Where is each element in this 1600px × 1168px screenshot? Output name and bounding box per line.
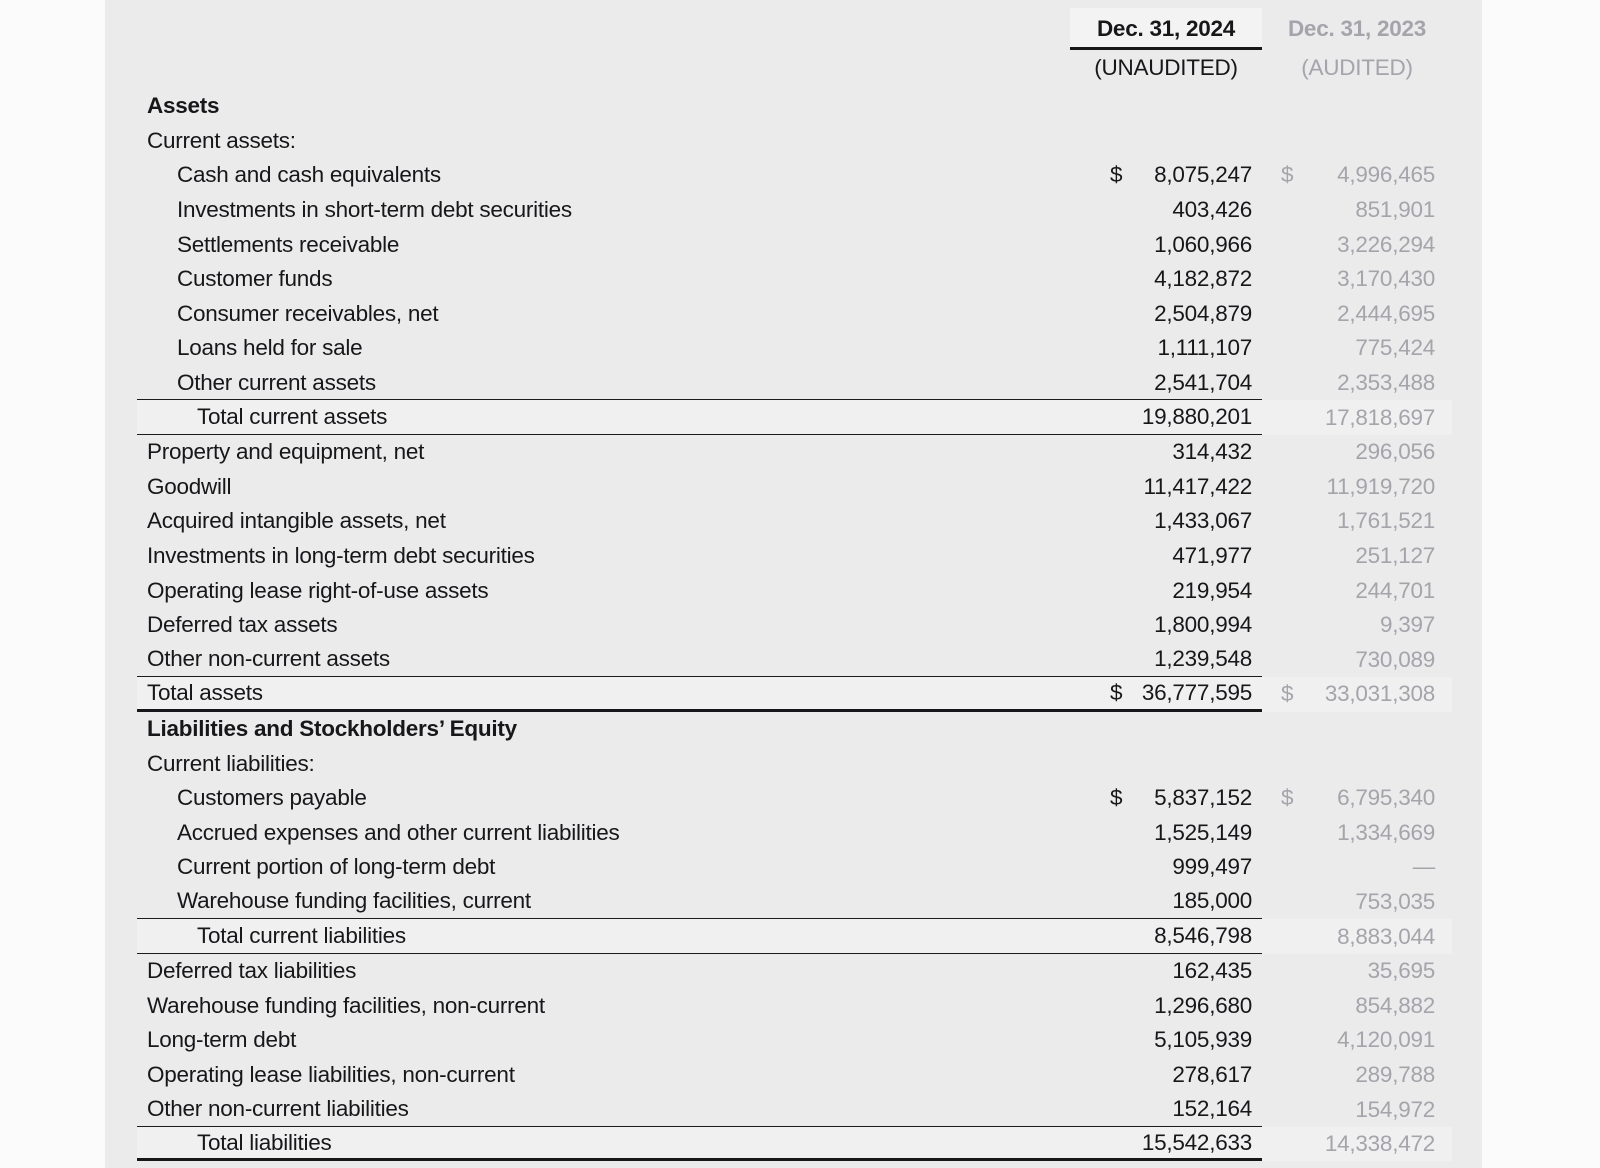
prior-year-region [1262,193,1452,228]
table-row [137,124,1452,159]
table-row [137,954,1452,989]
row-label: Consumer receivables, net [177,300,439,326]
row-label: Accrued expenses and other current liabilities [177,819,620,845]
row-label: Operating lease liabilities, non-current [147,1061,515,1087]
prior-year-region [1262,919,1452,954]
value-2023: 3,170,430 [1337,266,1435,292]
value-2024: 1,433,067 [1154,508,1252,534]
value-2023: 8,883,044 [1337,923,1435,949]
table-row [137,193,1452,228]
row-label: Warehouse funding facilities, current [177,888,531,914]
table-row [137,89,1452,124]
current-year-region [137,89,1262,124]
table-row [137,781,1452,816]
current-year-region [137,1092,1262,1127]
value-2023: 35,695 [1367,958,1435,984]
table-row [137,1127,1452,1162]
current-year-region [137,366,1262,401]
current-year-region [137,400,1262,435]
prior-year-region [1262,539,1452,574]
current-year-region [137,885,1262,920]
row-label: Other non-current liabilities [147,1096,409,1122]
table-row [137,158,1452,193]
table-row [137,331,1452,366]
prior-year-region [1262,885,1452,920]
current-year-region [137,158,1262,193]
prior-year-region [1262,124,1452,159]
table-row [137,1092,1452,1127]
table-body [105,86,1482,1161]
current-year-region [137,262,1262,297]
value-2023: 296,056 [1355,439,1435,465]
header-audit-status-2024: (UNAUDITED) [1094,55,1238,80]
prior-year-region [1262,954,1452,989]
value-2023: 3,226,294 [1337,231,1435,257]
value-2024: 1,525,149 [1154,819,1252,845]
current-year-region [137,193,1262,228]
value-2024: 5,105,939 [1154,1027,1252,1053]
prior-year-region [1262,850,1452,885]
prior-year-region [1262,400,1452,435]
current-year-region [137,504,1262,539]
prior-year-region [1262,643,1452,678]
current-year-region [137,850,1262,885]
column-subheader-row [105,50,1482,86]
current-year-region [137,573,1262,608]
row-label: Investments in short-term debt securities [177,197,572,223]
current-year-region [137,435,1262,470]
current-year-region [137,643,1262,678]
value-2024: 8,075,247 [1154,162,1252,188]
prior-year-region [1262,677,1452,712]
row-label: Settlements receivable [177,231,400,257]
value-2024: 314,432 [1172,439,1252,465]
value-2024: 2,541,704 [1154,369,1252,395]
balance-sheet [105,0,1482,1168]
current-year-region [137,608,1262,643]
row-label: Other non-current assets [147,646,390,672]
row-label: Total current liabilities [197,923,406,949]
table-row [137,504,1452,539]
table-row [137,677,1452,712]
row-label: Assets [147,93,220,119]
column-header-row [105,0,1482,50]
value-2023: 1,761,521 [1337,508,1435,534]
current-year-region [137,781,1262,816]
row-label: Cash and cash equivalents [177,162,441,188]
dollar-sign-2023: $ [1281,681,1294,707]
current-year-region [137,677,1262,712]
prior-year-region [1262,227,1452,262]
value-2023: 251,127 [1355,543,1435,569]
row-label: Customer funds [177,266,333,292]
prior-year-region [1262,366,1452,401]
row-label: Current portion of long-term debt [177,854,496,880]
prior-year-region [1262,1023,1452,1058]
table-row [137,573,1452,608]
value-2024: 185,000 [1172,888,1252,914]
prior-year-region [1262,435,1452,470]
row-label: Current liabilities: [147,750,315,776]
current-year-region [137,954,1262,989]
table-row [137,643,1452,678]
prior-year-region [1262,297,1452,332]
table-row [137,366,1452,401]
table-row [137,1023,1452,1058]
row-label: Other current assets [177,369,376,395]
prior-year-region [1262,504,1452,539]
value-2024: 11,417,422 [1143,473,1252,499]
table-row [137,885,1452,920]
table-row [137,988,1452,1023]
current-year-region [137,919,1262,954]
value-2024: 403,426 [1172,197,1252,223]
prior-year-region [1262,712,1452,747]
current-year-region [137,712,1262,747]
row-label: Acquired intangible assets, net [147,508,446,534]
value-2024: 19,880,201 [1141,404,1252,430]
value-2023: 289,788 [1355,1061,1435,1087]
table-row [137,746,1452,781]
row-label: Operating lease right-of-use assets [147,577,489,603]
current-year-region [137,988,1262,1023]
value-2023: 9,397 [1379,612,1435,638]
header-date-2023: Dec. 31, 2023 [1287,16,1427,41]
current-year-region [137,331,1262,366]
current-year-region [137,470,1262,505]
value-2024: 162,435 [1172,958,1252,984]
header-date-2024: Dec. 31, 2024 [1070,8,1262,50]
prior-year-region [1262,1092,1452,1127]
dollar-sign-2023: $ [1281,785,1294,811]
value-2024: 1,111,107 [1157,335,1252,361]
row-label: Total assets [147,679,263,705]
table-row [137,850,1452,885]
prior-year-region [1262,262,1452,297]
value-2023: — [1412,854,1435,880]
prior-year-region [1262,1058,1452,1093]
value-2024: 4,182,872 [1154,266,1252,292]
value-2023: 33,031,308 [1324,681,1435,707]
row-label: Deferred tax liabilities [147,958,357,984]
current-year-region [137,815,1262,850]
value-2023: 854,882 [1355,992,1435,1018]
dollar-sign-2023: $ [1281,162,1294,188]
current-year-region [137,1023,1262,1058]
value-2024: 1,239,548 [1154,646,1252,672]
table-row [137,919,1452,954]
value-2023: 244,701 [1355,577,1435,603]
prior-year-region [1262,470,1452,505]
current-year-region [137,297,1262,332]
value-2023: 851,901 [1355,197,1435,223]
value-2023: 730,089 [1355,646,1435,672]
prior-year-region [1262,331,1452,366]
prior-year-region [1262,573,1452,608]
value-2023: 2,353,488 [1337,370,1435,396]
header-audit-status-2023: (AUDITED) [1301,55,1413,80]
current-year-region [137,1127,1262,1162]
value-2024: 1,296,680 [1154,992,1252,1018]
value-2023: 154,972 [1355,1096,1435,1122]
table-row [137,608,1452,643]
current-year-region [137,539,1262,574]
value-2024: 36,777,595 [1141,679,1252,705]
prior-year-region [1262,781,1452,816]
row-label: Liabilities and Stockholders’ Equity [147,715,517,741]
row-label: Total current assets [197,404,388,430]
value-2023: 17,818,697 [1324,404,1435,430]
dollar-sign-2024: $ [1110,785,1123,811]
current-year-region [137,746,1262,781]
current-year-region [137,124,1262,159]
value-2024: 15,542,633 [1141,1129,1252,1155]
value-2023: 6,795,340 [1337,785,1435,811]
value-2024: 278,617 [1172,1061,1252,1087]
value-2024: 152,164 [1172,1096,1252,1122]
row-label: Long-term debt [147,1027,297,1053]
table-row [137,712,1452,747]
prior-year-region [1262,988,1452,1023]
table-row [137,815,1452,850]
value-2023: 4,996,465 [1337,162,1435,188]
value-2024: 2,504,879 [1154,300,1252,326]
row-label: Warehouse funding facilities, non-current [147,992,545,1018]
row-label: Total liabilities [197,1129,332,1155]
value-2024: 1,060,966 [1154,231,1252,257]
prior-year-region [1262,1127,1452,1162]
value-2023: 753,035 [1355,888,1435,914]
value-2024: 8,546,798 [1154,923,1252,949]
value-2024: 471,977 [1172,543,1252,569]
row-label: Goodwill [147,473,232,499]
table-row [137,297,1452,332]
row-label: Customers payable [177,785,367,811]
prior-year-region [1262,608,1452,643]
prior-year-region [1262,89,1452,124]
value-2023: 14,338,472 [1324,1131,1435,1157]
value-2024: 219,954 [1172,577,1252,603]
current-year-region [137,1058,1262,1093]
table-row [137,435,1452,470]
value-2023: 1,334,669 [1337,819,1435,845]
table-row [137,400,1452,435]
value-2023: 11,919,720 [1326,473,1435,499]
prior-year-region [1262,815,1452,850]
row-label: Investments in long-term debt securities [147,543,535,569]
dollar-sign-2024: $ [1110,679,1123,705]
value-2023: 2,444,695 [1337,300,1435,326]
table-row [137,1058,1452,1093]
value-2024: 5,837,152 [1154,785,1252,811]
current-year-region [137,227,1262,262]
row-label: Current assets: [147,127,296,153]
value-2024: 1,800,994 [1154,612,1252,638]
value-2024: 999,497 [1172,854,1252,880]
value-2023: 775,424 [1355,335,1435,361]
table-row [137,262,1452,297]
row-label: Property and equipment, net [147,439,425,465]
row-label: Deferred tax assets [147,612,338,638]
table-row [137,470,1452,505]
table-row [137,539,1452,574]
prior-year-region [1262,158,1452,193]
prior-year-region [1262,746,1452,781]
table-row [137,227,1452,262]
value-2023: 4,120,091 [1337,1027,1435,1053]
row-label: Loans held for sale [177,335,363,361]
dollar-sign-2024: $ [1110,162,1123,188]
